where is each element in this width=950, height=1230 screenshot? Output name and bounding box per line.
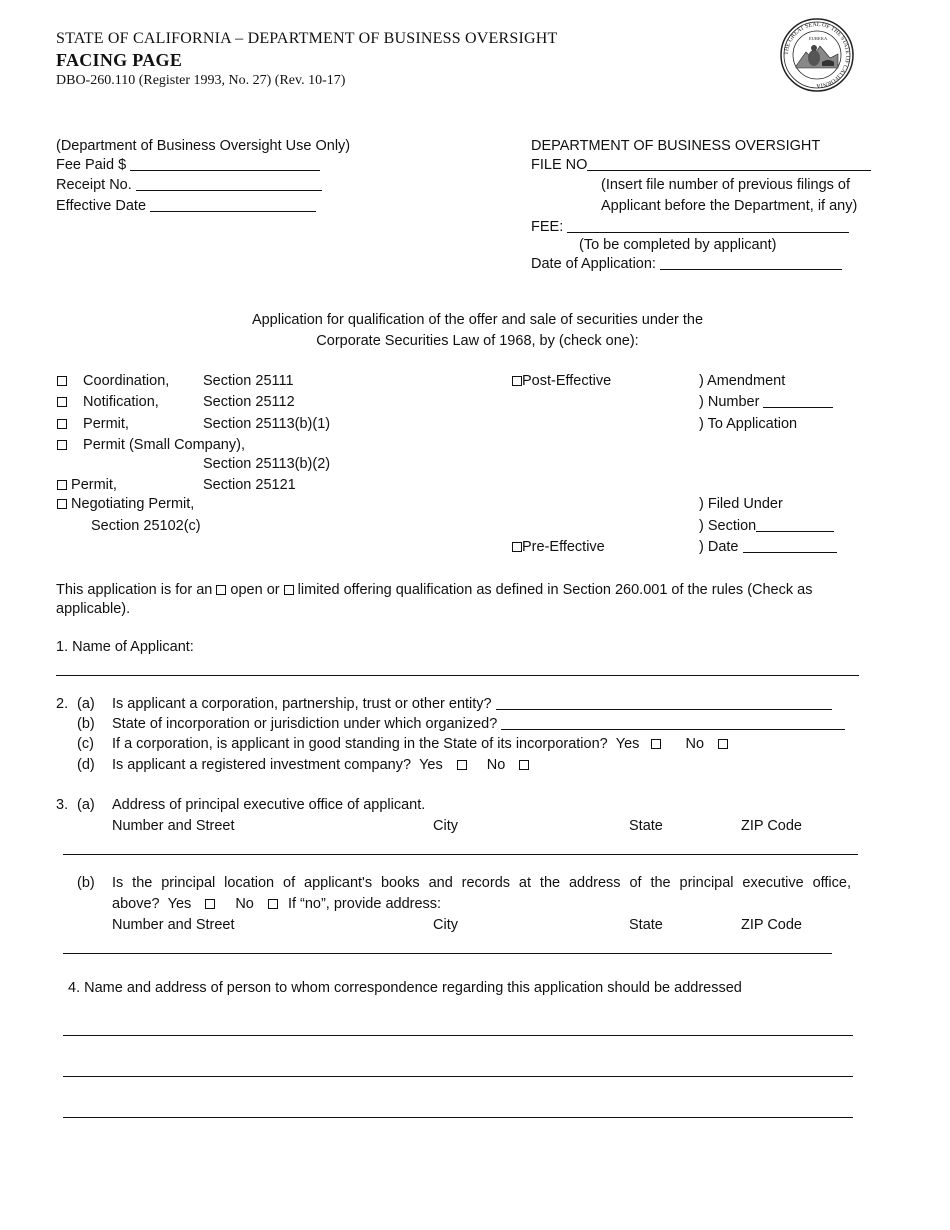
fee-field[interactable] [567, 219, 849, 233]
intro-line-2: Corporate Securities Law of 1968, by (check one): [316, 333, 639, 349]
entity-type-field[interactable] [496, 696, 832, 710]
offering-text-d: applicable). [56, 601, 131, 617]
file-no-field[interactable] [587, 157, 871, 171]
correspondence-line-1[interactable] [63, 1035, 853, 1036]
permit-checkbox[interactable] [57, 419, 67, 429]
notification-label: Notification, [83, 394, 159, 410]
section-row [699, 518, 834, 534]
notification-checkbox[interactable] [57, 397, 67, 407]
q2b-text: State of incorporation or jurisdiction under which organized? [112, 716, 498, 732]
q2d-text: Is applicant a registered investment company? [112, 757, 412, 773]
amendment-number-field[interactable] [763, 394, 833, 408]
q3a-col-street: Number and Street [112, 818, 235, 834]
svg-text:THE GREAT SEAL OF THE STATE OF: THE GREAT SEAL OF THE STATE OF CALIFORNIA [783, 21, 851, 89]
option-permit-25121 [57, 477, 117, 493]
notification-section: Section 25112 [203, 394, 295, 410]
pre-effective-label: Pre-Effective [522, 539, 605, 555]
effective-date-label: Effective Date [56, 198, 147, 214]
q3-number: 3. [56, 797, 69, 813]
agency-heading: STATE OF CALIFORNIA – DEPARTMENT OF BUSINESS OVERSIGHT [56, 30, 558, 47]
offering-text-a: This application is for an [56, 582, 213, 598]
page-title: FACING PAGE [56, 50, 183, 70]
permit-25121-label: Permit, [71, 477, 117, 493]
open-offering-checkbox[interactable] [216, 585, 226, 595]
amendment-label: ) Amendment [699, 373, 786, 389]
limited-offering-checkbox[interactable] [284, 585, 294, 595]
form-id: DBO-260.110 (Register 1993, No. 27) (Rev. 10-17) [56, 73, 346, 88]
coordination-section: Section 25111 [203, 373, 294, 389]
fee-row [531, 219, 849, 235]
option-pre-effective [512, 539, 605, 555]
file-no-label: FILE NO [531, 157, 588, 173]
q2c-text: If a corporation, is applicant in good standing in the State of its incorporation? [112, 736, 608, 752]
permit-25121-checkbox[interactable] [57, 480, 67, 490]
q2d-no-checkbox[interactable] [519, 760, 529, 770]
q2c-row [112, 736, 728, 752]
to-application-label: ) To Application [699, 416, 798, 432]
offering-text-c: limited offering qualification as defined in Section 260.001 of the rules (Check as [297, 582, 813, 598]
number-label: ) Number [699, 394, 760, 410]
receipt-label: Receipt No. [56, 177, 132, 193]
offering-line [56, 582, 812, 598]
q2d-tag: (d) [77, 757, 95, 773]
permit-small-label: Permit (Small Company), [83, 437, 245, 453]
number-row [699, 394, 833, 410]
date-row [699, 539, 837, 555]
fee-paid-field[interactable] [130, 157, 320, 171]
q2a-tag: (a) [77, 696, 95, 712]
option-coordination [57, 373, 169, 389]
q2d-no-label: No [486, 757, 506, 773]
intro-line-1: Application for qualification of the offer and sale of securities under the [251, 312, 704, 328]
fee-paid-row [56, 157, 320, 173]
offering-text-b: open or [230, 582, 280, 598]
fee-label: FEE: [531, 219, 564, 235]
post-effective-checkbox[interactable] [512, 376, 522, 386]
option-negotiating [57, 496, 194, 512]
post-effective-label: Post-Effective [522, 373, 612, 389]
q3b-yes-checkbox[interactable] [205, 899, 215, 909]
filed-under-label: ) Filed Under [699, 496, 783, 512]
file-note-2: Applicant before the Department, if any) [601, 198, 858, 214]
date-field[interactable] [743, 539, 837, 553]
principal-office-address-field[interactable] [63, 854, 858, 855]
q2c-no-label: No [685, 736, 705, 752]
negotiating-label: Negotiating Permit, [71, 496, 195, 512]
pre-effective-checkbox[interactable] [512, 542, 522, 552]
svg-text:EUREKA: EUREKA [809, 36, 828, 41]
q3a-tag: (a) [77, 797, 95, 813]
q1-label: 1. Name of Applicant: [56, 639, 194, 655]
q2d-yes-label: Yes [419, 757, 443, 773]
q2c-yes-label: Yes [615, 736, 640, 752]
permit-25121-section: Section 25121 [203, 477, 296, 493]
option-permit [57, 416, 129, 432]
q2a-text: Is applicant a corporation, partnership, trust or other entity? [112, 696, 492, 712]
q2c-no-checkbox[interactable] [718, 739, 728, 749]
correspondence-line-2[interactable] [63, 1076, 853, 1077]
q4-label: 4. Name and address of person to whom correspondence regarding this application should be addressed [68, 980, 742, 996]
q2a-row [112, 696, 832, 712]
file-note-1: (Insert file number of previous filings of [601, 177, 851, 193]
option-notification [57, 394, 159, 410]
q3a-col-state: State [629, 818, 663, 834]
q2b-row [112, 716, 845, 732]
q3b-col-state: State [629, 917, 663, 933]
permit-small-checkbox[interactable] [57, 440, 67, 450]
receipt-row [56, 177, 322, 193]
state-seal-logo [778, 18, 856, 92]
negotiating-section: Section 25102(c) [91, 518, 201, 534]
section-field[interactable] [756, 518, 834, 532]
permit-section: Section 25113(b)(1) [203, 416, 331, 432]
q3b-provide-text: If “no”, provide address: [287, 896, 442, 912]
q2d-yes-checkbox[interactable] [457, 760, 467, 770]
coordination-label: Coordination, [83, 373, 170, 389]
q3b-no-label: No [235, 896, 254, 912]
coordination-checkbox[interactable] [57, 376, 67, 386]
negotiating-checkbox[interactable] [57, 499, 67, 509]
q2d-row [112, 757, 529, 773]
q2c-yes-checkbox[interactable] [651, 739, 661, 749]
receipt-field[interactable] [136, 177, 322, 191]
jurisdiction-field[interactable] [501, 716, 845, 730]
q3b-col-city: City [433, 917, 458, 933]
option-permit-small [57, 437, 245, 453]
q2c-tag: (c) [77, 736, 94, 752]
effective-date-field[interactable] [150, 198, 316, 212]
permit-label: Permit, [83, 416, 129, 432]
date-label: ) Date [699, 539, 739, 555]
q3b-above-text: above? [112, 896, 160, 912]
q2-number: 2. [56, 696, 69, 712]
q3b-line-2 [112, 896, 441, 912]
q2b-tag: (b) [77, 716, 95, 732]
permit-small-section: Section 25113(b)(2) [203, 456, 331, 472]
q3a-text: Address of principal executive office of applicant. [112, 797, 426, 813]
q3b-line-1: Is the principal location of applicant's books and records at the address of the principal executive office, [112, 875, 851, 891]
q3b-col-street: Number and Street [112, 917, 235, 933]
q3b-no-checkbox[interactable] [268, 899, 278, 909]
q3b-col-zip: ZIP Code [741, 917, 802, 933]
application-date-row [531, 256, 842, 272]
fee-note: (To be completed by applicant) [579, 237, 777, 253]
q3b-yes-label: Yes [167, 896, 192, 912]
fee-paid-label: Fee Paid $ [56, 157, 127, 173]
application-date-field[interactable] [660, 256, 842, 270]
section-label: ) Section [699, 518, 757, 534]
effective-date-row [56, 198, 316, 214]
dbo-heading: DEPARTMENT OF BUSINESS OVERSIGHT [531, 138, 821, 154]
books-records-address-field[interactable] [63, 953, 832, 954]
q3b-tag: (b) [77, 875, 95, 891]
applicant-name-field[interactable] [56, 675, 859, 676]
office-use-heading: (Department of Business Oversight Use Only) [56, 138, 351, 154]
application-date-label: Date of Application: [531, 256, 656, 272]
q3a-col-zip: ZIP Code [741, 818, 802, 834]
correspondence-line-3[interactable] [63, 1117, 853, 1118]
file-no-row [531, 157, 871, 173]
option-post-effective [512, 373, 611, 389]
q3a-col-city: City [433, 818, 458, 834]
